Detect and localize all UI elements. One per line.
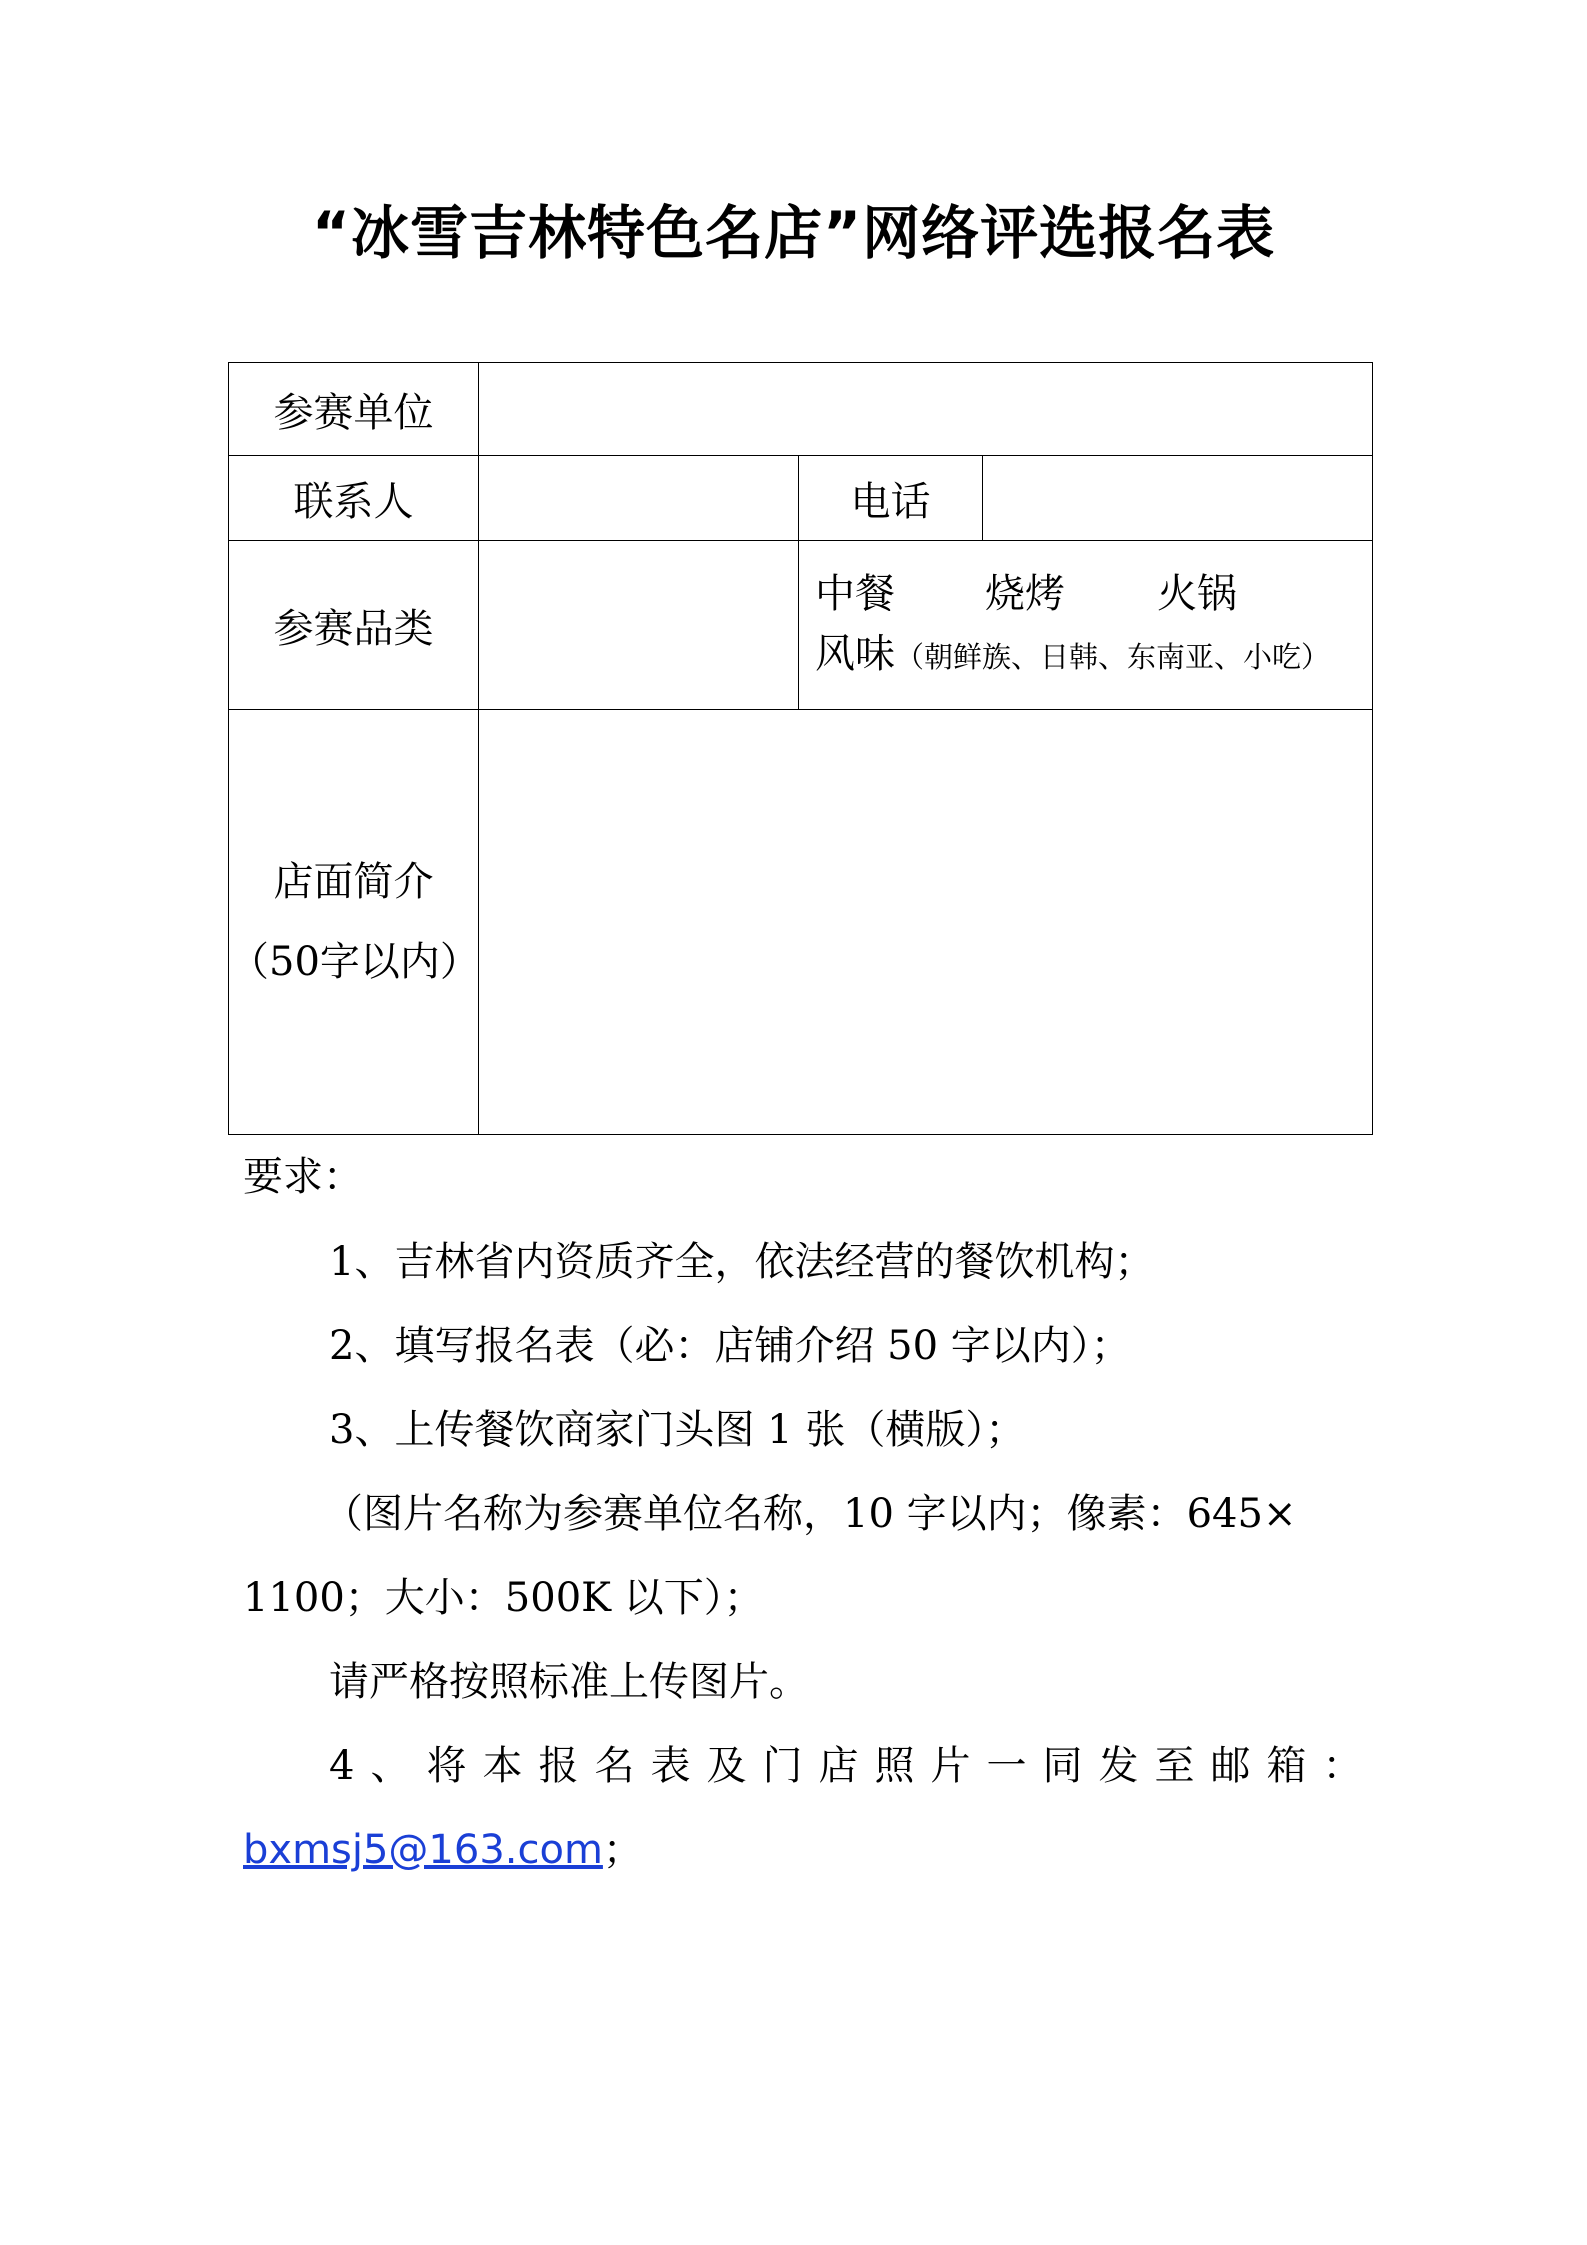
registration-form-table [228,362,1373,1135]
phone-label: 电话 [799,456,983,541]
requirement-item-2: 2、填写报名表（必：店铺介绍 50 字以内）； [329,1323,1131,1369]
requirement-item-1: 1、吉林省内资质齐全，依法经营的餐饮机构； [329,1239,1155,1285]
category-flavor-note: （朝鲜族、日韩、东南亚、小吃） [895,639,1331,674]
category-field[interactable] [479,541,799,710]
category-option-flavor[interactable]: 风味 [815,630,895,677]
requirement-item-3-note-cont: 1100；大小：500K 以下）； [243,1575,764,1621]
category-options-line [799,564,1372,624]
email-link[interactable]: bxmsj5@163.com [243,1827,603,1873]
category-options [799,541,1373,710]
requirement-item-4: 4、将本报名表及门店照片一同发至邮箱： [329,1743,1379,1789]
page-title: “冰雪吉林特色名店”网络评选报名表 [311,199,1276,267]
form-row-category [229,541,1373,710]
requirement-item-3: 3、上传餐饮商家门头图 1 张（横版）； [329,1407,1026,1453]
intro-label-cell [229,710,479,1135]
form-row-intro [229,710,1373,1135]
form-row-unit [229,363,1373,456]
contact-field[interactable] [479,456,799,541]
category-label: 参赛品类 [229,541,479,710]
intro-label: 店面简介 [273,859,434,905]
form-row-contact [229,456,1373,541]
requirements-heading: 要求： [243,1154,363,1200]
category-option-bbq[interactable]: 烧烤 [985,570,1065,617]
unit-label: 参赛单位 [229,363,479,456]
intro-note: （50字以内） [229,939,480,985]
category-flavor-line [799,624,1372,687]
email-line-end: ； [602,1827,643,1873]
category-option-chinese[interactable]: 中餐 [815,570,895,617]
requirement-item-3-note: （图片名称为参赛单位名称，10 字以内；像素：645× [323,1491,1297,1537]
phone-field[interactable] [983,456,1373,541]
requirement-item-4-email-line [243,1820,1363,1880]
requirement-item-3-instruction: 请严格按照标准上传图片。 [329,1659,809,1705]
contact-label: 联系人 [229,456,479,541]
intro-field[interactable] [479,710,1373,1135]
unit-field[interactable] [479,363,1373,456]
category-option-hotpot[interactable]: 火锅 [1157,570,1237,617]
